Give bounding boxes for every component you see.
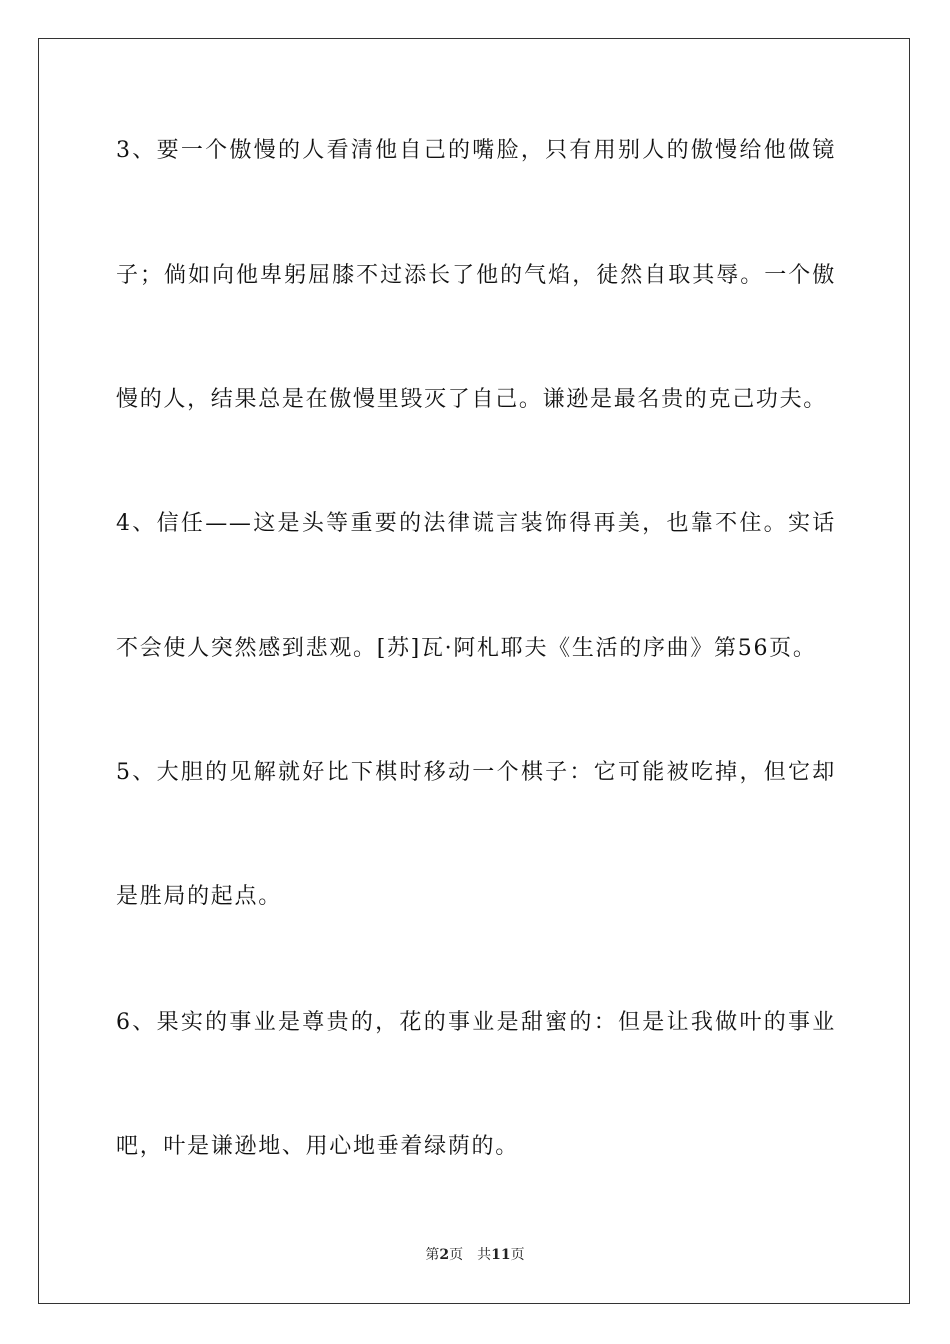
paragraph-5-line-2: 是胜局的起点。 [116, 884, 282, 909]
paragraph-3-line-2: 子；倘如向他卑躬屈膝不过添长了他的气焰，徒然自取其辱。一个傲 [116, 263, 836, 288]
page-footer [0, 1246, 950, 1264]
total-suffix: 页 [510, 1247, 525, 1263]
total-prefix: 共 [477, 1247, 492, 1263]
paragraph-4-line-2: 不会使人突然感到悲观。[苏]瓦·阿札耶夫《生活的序曲》第56页。 [116, 636, 817, 661]
page-prefix: 第 [425, 1247, 440, 1263]
paragraph-6-line-1: 6、果实的事业是尊贵的，花的事业是甜蜜的：但是让我做叶的事业 [116, 1010, 836, 1035]
paragraph-6-line-2: 吧，叶是谦逊地、用心地垂着绿荫的。 [116, 1134, 519, 1159]
total-page-count: 11 [491, 1247, 511, 1263]
paragraph-5-line-1: 5、大胆的见解就好比下棋时移动一个棋子：它可能被吃掉，但它却 [116, 760, 836, 785]
paragraph-4-line-1: 4、信任——这是头等重要的法律谎言装饰得再美，也靠不住。实话 [116, 511, 836, 536]
paragraph-3-line-3: 慢的人，结果总是在傲慢里毁灭了自己。谦逊是最名贵的克己功夫。 [116, 387, 828, 412]
current-page-number: 2 [439, 1247, 450, 1263]
paragraph-3-line-1: 3、要一个傲慢的人看清他自己的嘴脸，只有用别人的傲慢给他做镜 [116, 138, 836, 163]
page-suffix: 页 [449, 1247, 464, 1263]
page-border [38, 38, 910, 1304]
